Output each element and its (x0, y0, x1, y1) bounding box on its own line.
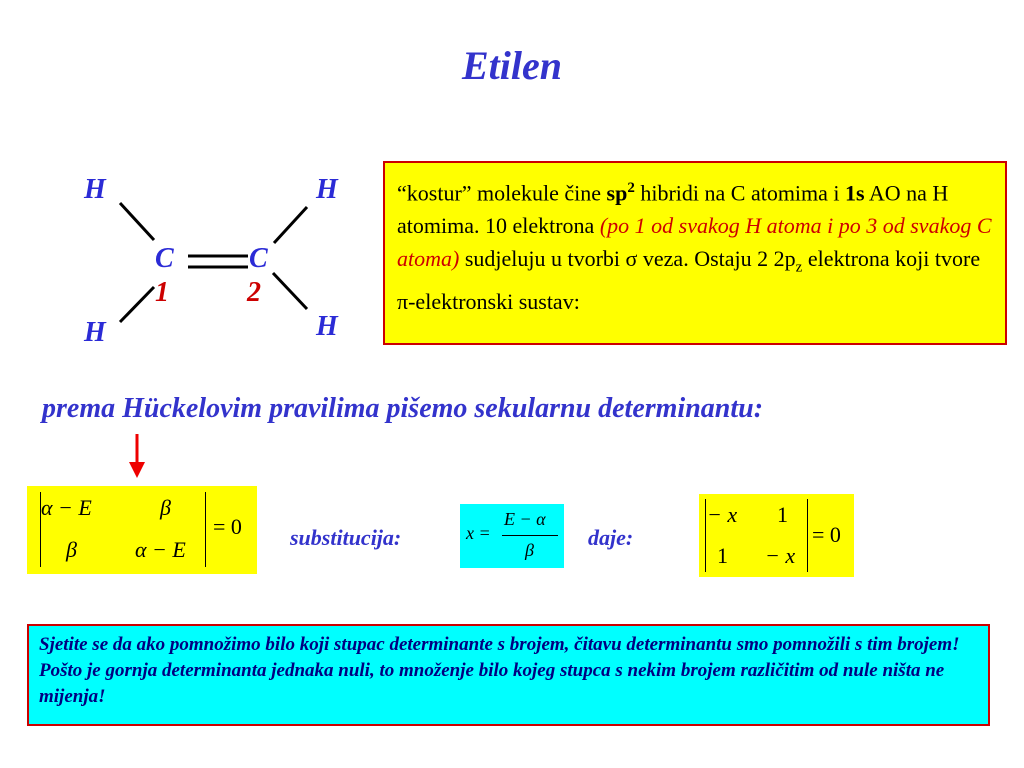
secular-determinant (27, 486, 257, 574)
bond-c2-h-bottom (273, 273, 307, 309)
det-right-bar (205, 492, 206, 567)
info-text-5: veza. Ostaju 2 2p (637, 246, 796, 272)
bond-c1-h-bottom (120, 287, 154, 322)
atom-number-2: 2 (247, 277, 261, 308)
det2-left-bar (705, 499, 706, 572)
atom-c1: C (155, 243, 174, 274)
atom-c2: C (249, 243, 268, 274)
det-a12: β (160, 495, 171, 520)
note-box: Sjetite se da ako pomnožimo bilo koji stupac determinante s brojem, čitavu determinantu smo pomnožili s tim brojem! Pošto je gornja determinanta jednaka nuli, to množenje bilo kojeg stupca s nekim brojem različitim od nule ništa ne mijenja! (27, 624, 990, 726)
subst-numerator: E − α (504, 509, 546, 529)
info-text-6: elektrona koji tvore (802, 246, 981, 272)
slide-title: Etilen (461, 43, 563, 88)
info-text-3: AO na H atomima. 10 elektrona (397, 180, 949, 239)
reduced-determinant (699, 494, 854, 577)
info-1s: 1s (845, 180, 865, 206)
det-rhs: = 0 (213, 514, 242, 539)
down-arrow-icon (125, 432, 149, 480)
fraction-bar (502, 535, 558, 536)
subst-denominator: β (525, 540, 534, 560)
bond-c1-h-top (120, 203, 154, 240)
atom-number-1: 1 (155, 277, 169, 308)
sigma-symbol: σ (625, 246, 638, 272)
info-red-text: (po 1 od svakog H atoma i po 3 od svakog C atoma) (397, 213, 992, 272)
substitution-label: substitucija: (290, 525, 402, 550)
det2-a12: 1 (777, 502, 788, 527)
gives-label: daje: (588, 525, 634, 550)
atom-h-bottom-left: H (84, 317, 106, 348)
det-a21: β (66, 537, 77, 562)
det2-a11: − x (707, 502, 738, 527)
atom-h-top-left: H (84, 174, 106, 205)
info-text-2: hibridi na C atomima i (634, 180, 846, 206)
info-box (383, 161, 1007, 345)
subst-lhs: x = (466, 523, 491, 543)
bond-c2-h-top (274, 207, 307, 243)
det-a11: α − E (41, 495, 92, 520)
det2-right-bar (807, 499, 808, 572)
substitution-formula (460, 504, 564, 568)
atom-h-top-right: H (316, 174, 338, 205)
det2-a22: − x (765, 543, 796, 568)
info-sp-sup: 2 (627, 180, 635, 196)
info-sp: sp (606, 180, 628, 206)
section-heading: prema Hückelovim pravilima pišemo sekularnu determinantu: (42, 393, 764, 424)
atom-h-bottom-right: H (316, 311, 338, 342)
info-text-4: sudjeluju u tvorbi (459, 246, 626, 272)
info-text-7: -elektronski sustav: (408, 288, 580, 314)
det-a22: α − E (135, 537, 186, 562)
info-sub-z: z (795, 259, 803, 276)
info-text-1: “kostur” molekule čine (397, 180, 607, 206)
det2-rhs: = 0 (812, 522, 841, 547)
bond-lines (0, 0, 400, 380)
det2-a21: 1 (717, 543, 728, 568)
pi-symbol: π (397, 288, 409, 314)
